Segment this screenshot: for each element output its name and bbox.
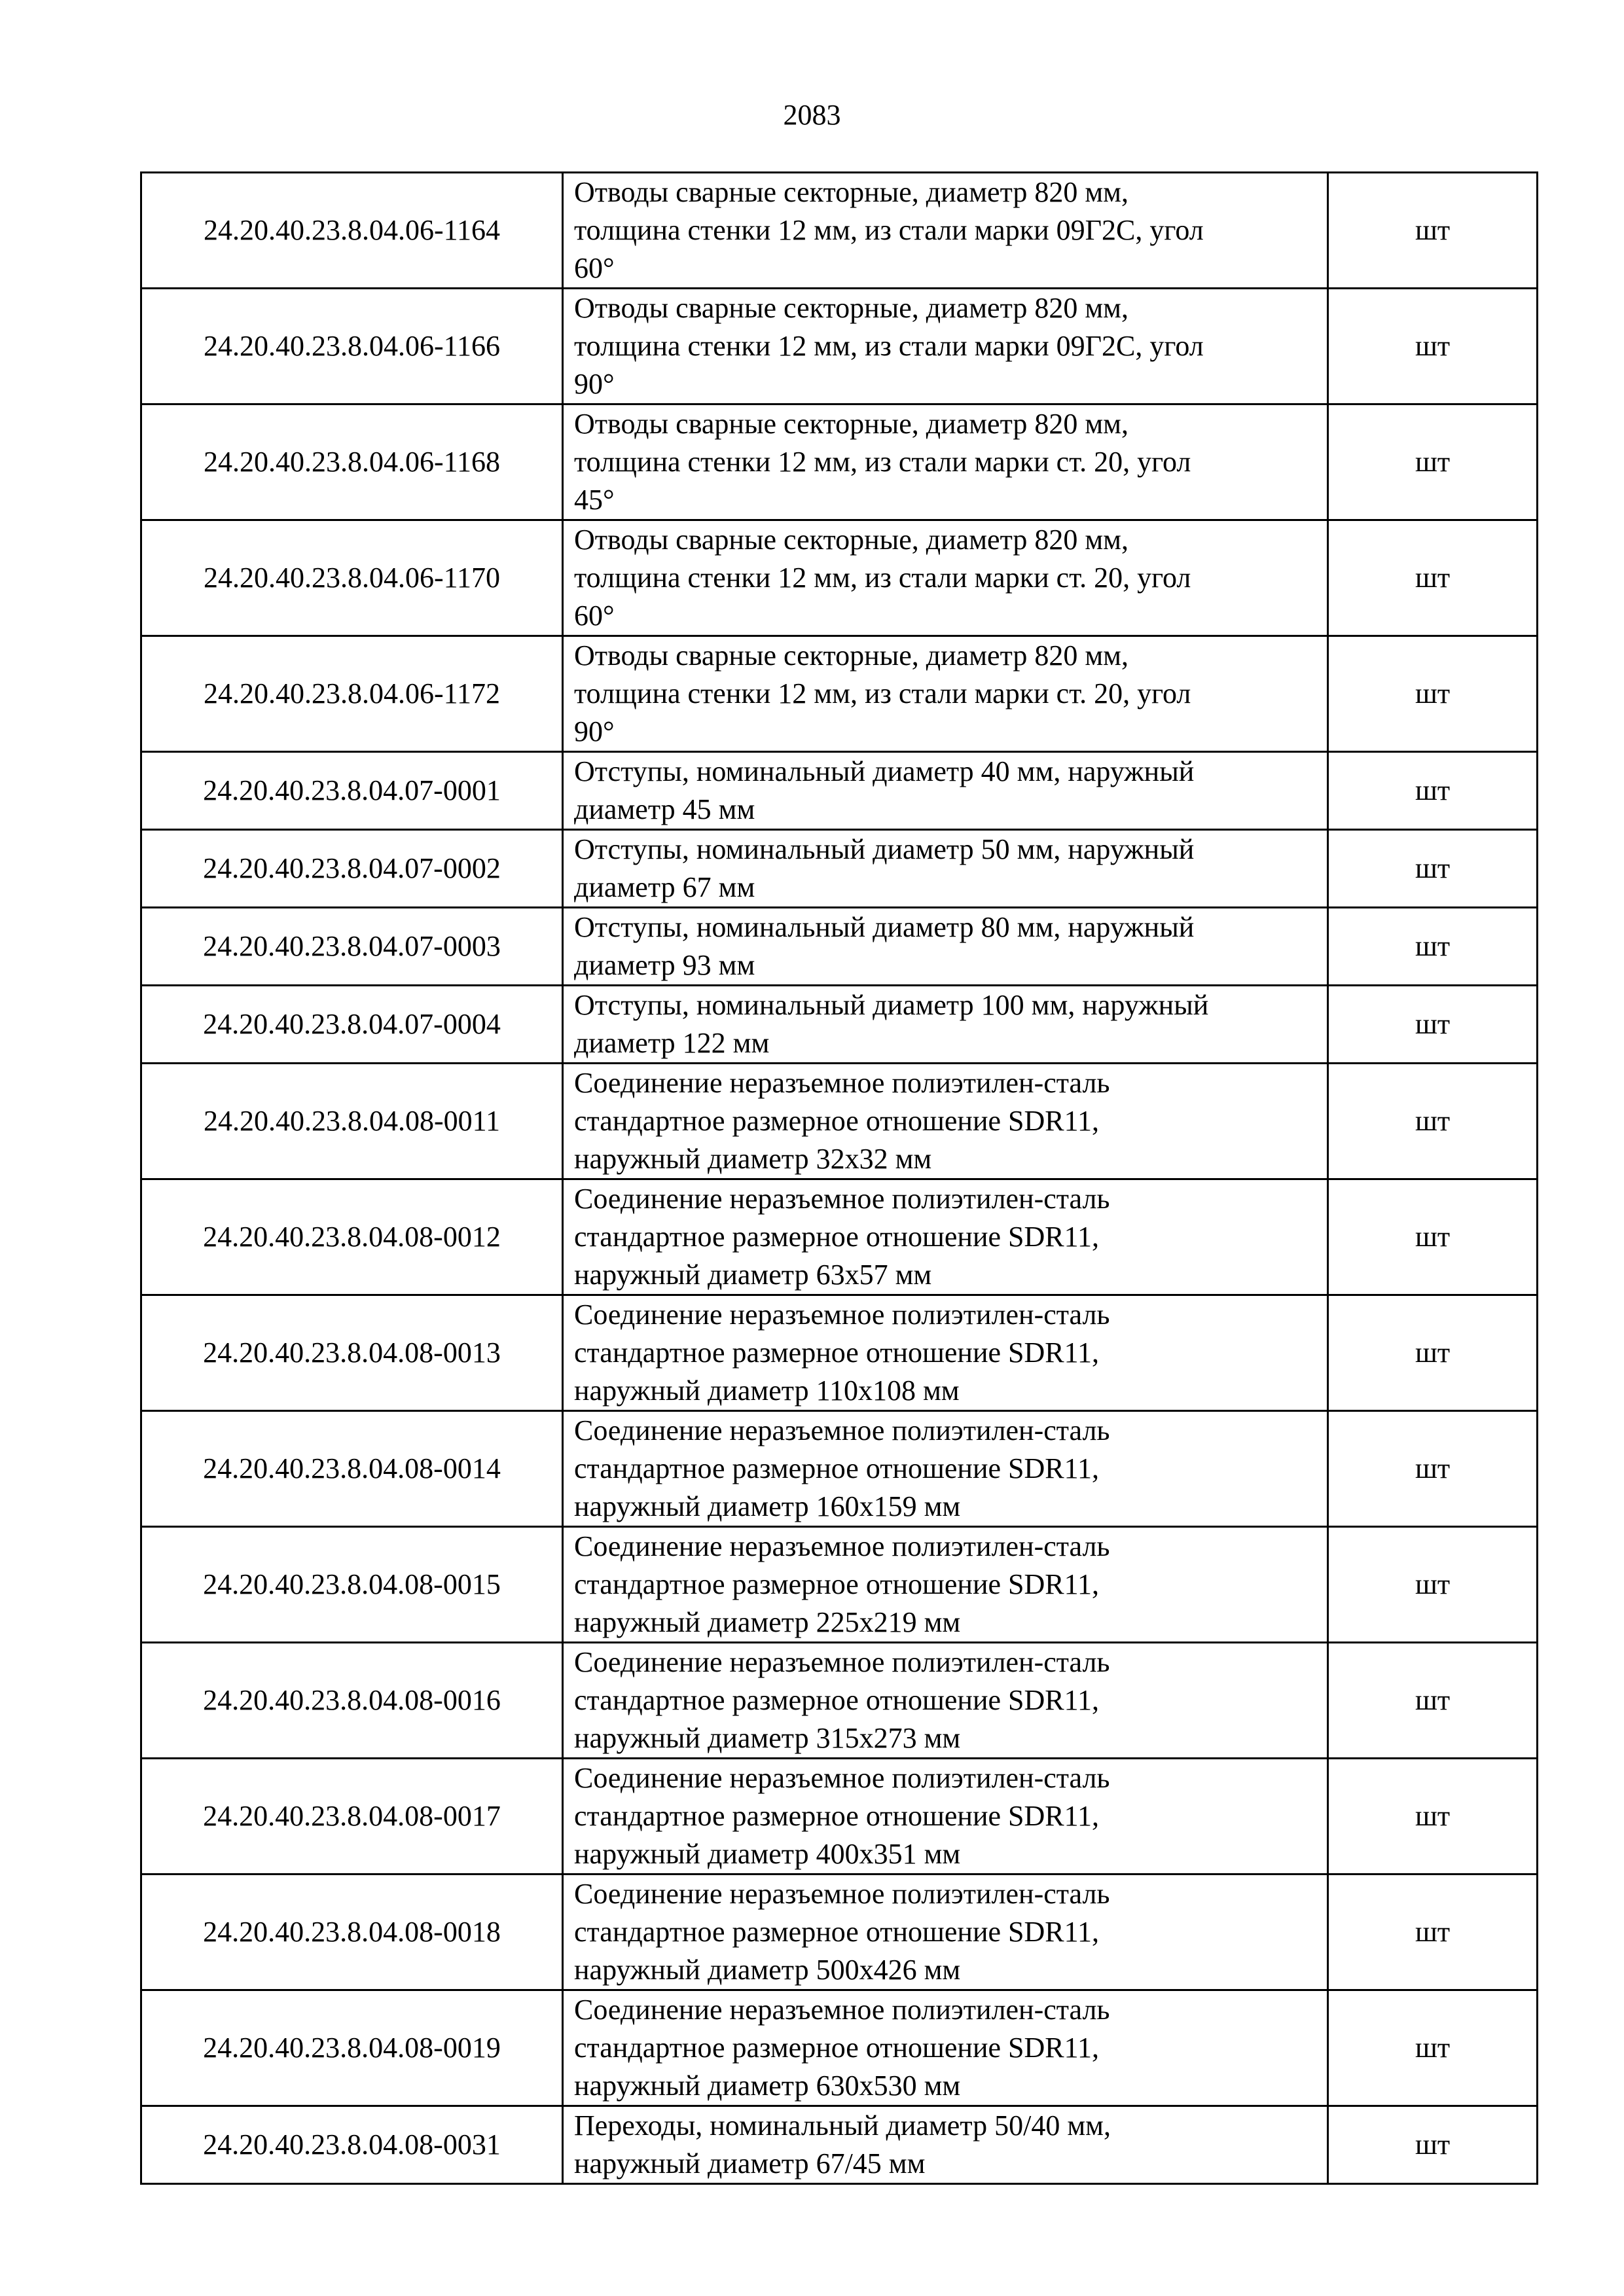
resource-description: [563, 2106, 1328, 2184]
resource-code: 24.20.40.23.8.04.08-0031: [141, 2106, 563, 2184]
resource-description: [563, 752, 1328, 830]
resource-code: 24.20.40.23.8.04.08-0012: [141, 1179, 563, 1295]
unit-of-measure: шт: [1328, 1411, 1538, 1527]
description-line: Соединение неразъемное полиэтилен-сталь: [574, 1067, 1110, 1099]
table-row: [141, 2106, 1538, 2184]
description-line: наружный диаметр 63x57 мм: [574, 1259, 932, 1291]
description-line: Соединение неразъемное полиэтилен-сталь: [574, 1762, 1110, 1794]
resource-code: 24.20.40.23.8.04.08-0013: [141, 1295, 563, 1411]
table-row: [141, 752, 1538, 830]
description-line: стандартное размерное отношение SDR11,: [574, 2032, 1100, 2064]
resource-description: [563, 1874, 1328, 1990]
description-line: Соединение неразъемное полиэтилен-сталь: [574, 1994, 1110, 2026]
unit-of-measure: шт: [1328, 1643, 1538, 1759]
description-line: стандартное размерное отношение SDR11,: [574, 1568, 1100, 1600]
table-row: [141, 404, 1538, 520]
table-row: [141, 1990, 1538, 2106]
page-number: 2083: [783, 99, 841, 131]
resource-description: [563, 520, 1328, 636]
description-line: Переходы, номинальный диаметр 50/40 мм,: [574, 2109, 1111, 2142]
table-body: [141, 173, 1538, 2184]
table-row: [141, 1874, 1538, 1990]
resource-description: [563, 1990, 1328, 2106]
description-line: диаметр 122 мм: [574, 1027, 770, 1059]
description-line: толщина стенки 12 мм, из стали марки 09Г2С, угол: [574, 214, 1204, 246]
description-line: толщина стенки 12 мм, из стали марки ст. 20, угол: [574, 677, 1191, 709]
description-line: 60°: [574, 252, 615, 284]
table-row: [141, 1179, 1538, 1295]
unit-of-measure: шт: [1328, 289, 1538, 404]
description-line: толщина стенки 12 мм, из стали марки 09Г2С, угол: [574, 330, 1204, 362]
resource-code: 24.20.40.23.8.04.07-0002: [141, 830, 563, 908]
unit-of-measure: шт: [1328, 636, 1538, 752]
description-line: стандартное размерное отношение SDR11,: [574, 1221, 1100, 1253]
resource-code: 24.20.40.23.8.04.06-1166: [141, 289, 563, 404]
description-line: диаметр 93 мм: [574, 949, 755, 981]
table-row: [141, 289, 1538, 404]
resource-code: 24.20.40.23.8.04.07-0001: [141, 752, 563, 830]
table-row: [141, 636, 1538, 752]
resource-code: 24.20.40.23.8.04.06-1170: [141, 520, 563, 636]
unit-of-measure: шт: [1328, 404, 1538, 520]
description-line: диаметр 67 мм: [574, 871, 755, 903]
unit-of-measure: шт: [1328, 1179, 1538, 1295]
unit-of-measure: шт: [1328, 173, 1538, 289]
resource-code: 24.20.40.23.8.04.08-0019: [141, 1990, 563, 2106]
description-line: Отступы, номинальный диаметр 100 мм, наружный: [574, 989, 1209, 1021]
table-row: [141, 1759, 1538, 1874]
unit-of-measure: шт: [1328, 520, 1538, 636]
description-line: стандартное размерное отношение SDR11,: [574, 1452, 1100, 1484]
description-line: Отступы, номинальный диаметр 80 мм, наружный: [574, 911, 1195, 943]
description-line: наружный диаметр 500x426 мм: [574, 1954, 961, 1986]
resource-code: 24.20.40.23.8.04.07-0004: [141, 986, 563, 1064]
description-line: Отступы, номинальный диаметр 50 мм, наружный: [574, 833, 1195, 865]
resource-description: [563, 1643, 1328, 1759]
table-row: [141, 1295, 1538, 1411]
unit-of-measure: шт: [1328, 1295, 1538, 1411]
description-line: Соединение неразъемное полиэтилен-сталь: [574, 1414, 1110, 1446]
description-line: наружный диаметр 400x351 мм: [574, 1838, 961, 1870]
unit-of-measure: шт: [1328, 830, 1538, 908]
description-line: Соединение неразъемное полиэтилен-сталь: [574, 1183, 1110, 1215]
table-row: [141, 1064, 1538, 1179]
resource-code: 24.20.40.23.8.04.06-1168: [141, 404, 563, 520]
description-line: Отводы сварные секторные, диаметр 820 мм,: [574, 408, 1129, 440]
description-line: толщина стенки 12 мм, из стали марки ст. 20, угол: [574, 446, 1191, 478]
resource-description: [563, 1295, 1328, 1411]
table-row: [141, 1527, 1538, 1643]
description-line: Отступы, номинальный диаметр 40 мм, наружный: [574, 755, 1195, 787]
description-line: наружный диаметр 225x219 мм: [574, 1606, 961, 1638]
description-line: 90°: [574, 715, 615, 747]
description-line: стандартное размерное отношение SDR11,: [574, 1916, 1100, 1948]
resource-description: [563, 1759, 1328, 1874]
description-line: Отводы сварные секторные, диаметр 820 мм,: [574, 292, 1129, 324]
resource-description: [563, 830, 1328, 908]
resource-code: 24.20.40.23.8.04.08-0015: [141, 1527, 563, 1643]
description-line: наружный диаметр 630x530 мм: [574, 2070, 961, 2102]
table-row: [141, 520, 1538, 636]
description-line: Отводы сварные секторные, диаметр 820 мм,: [574, 639, 1129, 672]
description-line: толщина стенки 12 мм, из стали марки ст. 20, угол: [574, 562, 1191, 594]
unit-of-measure: шт: [1328, 2106, 1538, 2184]
resource-code: 24.20.40.23.8.04.06-1172: [141, 636, 563, 752]
description-line: Соединение неразъемное полиэтилен-сталь: [574, 1878, 1110, 1910]
unit-of-measure: шт: [1328, 1064, 1538, 1179]
resource-description: [563, 1527, 1328, 1643]
description-line: диаметр 45 мм: [574, 793, 755, 825]
unit-of-measure: шт: [1328, 908, 1538, 986]
unit-of-measure: шт: [1328, 1527, 1538, 1643]
table-row: [141, 173, 1538, 289]
table-row: [141, 908, 1538, 986]
resource-description: [563, 1411, 1328, 1527]
description-line: Соединение неразъемное полиэтилен-сталь: [574, 1646, 1110, 1678]
description-line: стандартное размерное отношение SDR11,: [574, 1684, 1100, 1716]
description-line: наружный диаметр 67/45 мм: [574, 2147, 926, 2179]
description-line: 60°: [574, 600, 615, 632]
description-line: Соединение неразъемное полиэтилен-сталь: [574, 1530, 1110, 1562]
description-line: стандартное размерное отношение SDR11,: [574, 1105, 1100, 1137]
description-line: наружный диаметр 32x32 мм: [574, 1143, 932, 1175]
description-line: 45°: [574, 484, 615, 516]
resource-description: [563, 1064, 1328, 1179]
table-row: [141, 1411, 1538, 1527]
resource-description: [563, 173, 1328, 289]
unit-of-measure: шт: [1328, 1759, 1538, 1874]
resource-code: 24.20.40.23.8.04.08-0014: [141, 1411, 563, 1527]
table-row: [141, 986, 1538, 1064]
resource-table: [140, 171, 1538, 2185]
table-row: [141, 1643, 1538, 1759]
resource-description: [563, 404, 1328, 520]
unit-of-measure: шт: [1328, 752, 1538, 830]
resource-description: [563, 289, 1328, 404]
resource-description: [563, 636, 1328, 752]
description-line: стандартное размерное отношение SDR11,: [574, 1800, 1100, 1832]
description-line: наружный диаметр 110x108 мм: [574, 1374, 960, 1407]
resource-code: 24.20.40.23.8.04.08-0016: [141, 1643, 563, 1759]
resource-code: 24.20.40.23.8.04.08-0018: [141, 1874, 563, 1990]
description-line: наружный диаметр 160x159 мм: [574, 1490, 961, 1522]
unit-of-measure: шт: [1328, 986, 1538, 1064]
resource-description: [563, 908, 1328, 986]
resource-code: 24.20.40.23.8.04.07-0003: [141, 908, 563, 986]
description-line: Соединение неразъемное полиэтилен-сталь: [574, 1299, 1110, 1331]
resource-code: 24.20.40.23.8.04.06-1164: [141, 173, 563, 289]
description-line: наружный диаметр 315x273 мм: [574, 1722, 961, 1754]
unit-of-measure: шт: [1328, 1990, 1538, 2106]
description-line: стандартное размерное отношение SDR11,: [574, 1336, 1100, 1369]
resource-description: [563, 1179, 1328, 1295]
resource-code: 24.20.40.23.8.04.08-0011: [141, 1064, 563, 1179]
resource-code: 24.20.40.23.8.04.08-0017: [141, 1759, 563, 1874]
description-line: Отводы сварные секторные, диаметр 820 мм,: [574, 176, 1129, 208]
description-line: 90°: [574, 368, 615, 400]
table-row: [141, 830, 1538, 908]
resource-description: [563, 986, 1328, 1064]
description-line: Отводы сварные секторные, диаметр 820 мм,: [574, 524, 1129, 556]
unit-of-measure: шт: [1328, 1874, 1538, 1990]
